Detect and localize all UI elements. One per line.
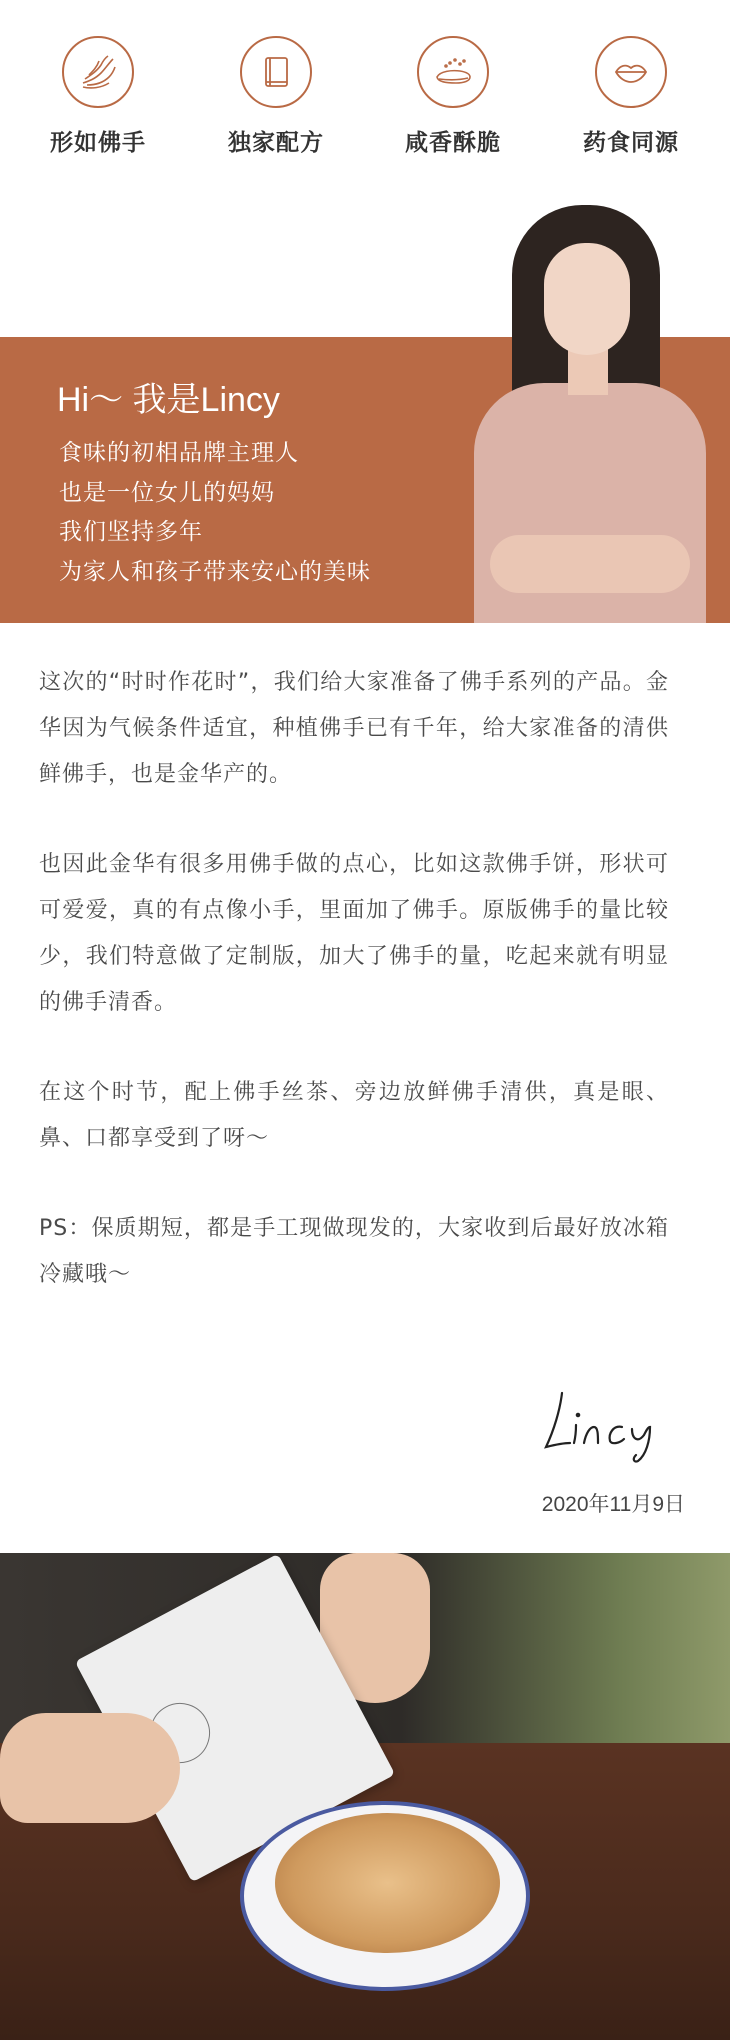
intro-greeting: Hi～ 我是Lincy <box>57 381 280 419</box>
intro-lines <box>59 434 371 592</box>
feature-label: 独家配方 <box>228 130 324 156</box>
feature-recipe <box>206 36 346 157</box>
founder-portrait <box>460 205 720 623</box>
feature-label: 药食同源 <box>583 130 679 156</box>
book-icon <box>240 36 312 108</box>
article-paragraph: 这次的“时时作花时”，我们给大家准备了佛手系列的产品。金华因为气候条件适宜，种植佛手已有千年，给大家准备的清供鲜佛手，也是金华产的。 <box>39 670 670 787</box>
article-paragraph: PS：保质期短，都是手工现做现发的，大家收到后最好放冰箱冷藏哦～ <box>39 1216 669 1287</box>
article-paragraph: 也因此金华有很多用佛手做的点心，比如这款佛手饼，形状可可爱爱，真的有点像小手，里面加了佛手。原版佛手的量比较少，我们特意做了定制版，加大了佛手的量，吃起来就有明显的佛手清香。 <box>39 852 669 1015</box>
article-paragraph: 在这个时节，配上佛手丝茶、旁边放鲜佛手清供，真是眼、鼻、口都享受到了呀～ <box>39 1080 669 1151</box>
intro-line: 我们坚持多年 <box>59 519 203 545</box>
lips-icon <box>595 36 667 108</box>
feature-label: 咸香酥脆 <box>405 130 501 156</box>
feature-row <box>0 0 730 190</box>
feature-buddha-hand <box>28 36 168 157</box>
pastry-icon <box>417 36 489 108</box>
buddha-hand-icon <box>62 36 134 108</box>
feature-medicinal <box>561 36 701 157</box>
intro-line: 为家人和孩子带来安心的美味 <box>59 558 371 585</box>
photo-hand <box>0 1713 180 1823</box>
intro-line: 食味的初相品牌主理人 <box>59 440 299 466</box>
buddha-hand-pastry <box>275 1813 500 1953</box>
portrait-arms <box>490 535 690 593</box>
feature-crispy <box>383 36 523 157</box>
signature-date: 2020年11月9日 <box>541 1493 685 1516</box>
product-photo <box>0 1553 730 2040</box>
feature-label: 形如佛手 <box>50 130 146 156</box>
handwritten-signature <box>540 1385 690 1465</box>
intro-line: 也是一位女儿的妈妈 <box>59 479 275 506</box>
portrait-face <box>544 243 630 355</box>
article-body <box>39 660 669 1342</box>
